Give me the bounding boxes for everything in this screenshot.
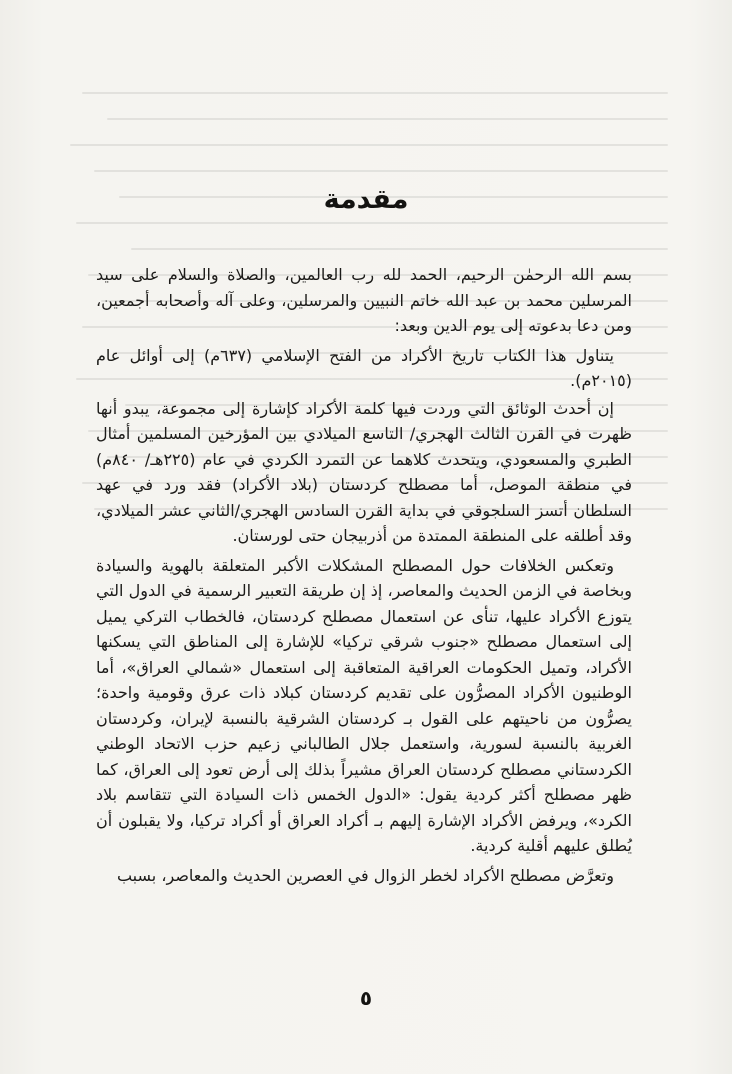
paragraph: إن أحدث الوثائق التي وردت فيها كلمة الأكراد كإشارة إلى مجموعة، يبدو أنها ظهرت في القرن الثالث الهجري/ التاسع الميلادي بين المؤرخين المسلمين أمثال الطبري والمسعودي، ويتحدث كلاهما عن التمرد الكردي في عام (٢٢٥هـ/ ٨٤٠م) في منطقة الموصل، أما مصطلح كردستان (بلاد الأكراد) فقد ورد في عهد السلطان أتسز السلجوقي في بداية القرن السادس الهجري/الثاني عشر الميلادي، وقد أطلقه على المنطقة الممتدة من أذربيجان حتى لورستان. [96,398,632,545]
page-title: مقدمة [323,184,409,215]
opening-paragraph: بسم الله الرحمٰن الرحيم، الحمد لله رب العالمين، والصلاة والسلام على سيد المرسلين محمد بن عبد الله خاتم النبيين والمرسلين، وعلى آله وأصحابه أجمعين، ومن دعا بدعوته إلى يوم الدين وبعد: [96,265,632,335]
body-text [96,262,632,892]
page-number: ٥ [359,986,373,1010]
paragraph: يتناول هذا الكتاب تاريخ الأكراد من الفتح الإسلامي (٦٣٧م) إلى أوائل عام (٢٠١٥م). [96,345,632,390]
paragraph: وتعرَّض مصطلح الأكراد لخطر الزوال في العصرين الحديث والمعاصر، بسبب [116,865,614,885]
paragraph: وتعكس الخلافات حول المصطلح المشكلات الأكبر المتعلقة بالهوية والسيادة وبخاصة في الزمن الحديث والمعاصر، إذ إن طريقة التعبير الرسمية في الدول التي يتوزع الأكراد عليها، تنأى عن استعمال مصطلح كردستان، فالخطاب التركي يميل إلى استعمال مصطلح «جنوب شرقي تركيا» للإشارة إلى المناطق التي يسكنها الأكراد، وتميل الحكومات العراقية المتعاقبة إلى استعمال «شمالي العراق»، أما الوطنيون الأكراد المصرُّون على تقديم كردستان كبلاد ذات عرق وقومية واحدة؛ يصرُّون من ناحيتهم على القول بـ كردستان الشرقية بالنسبة لإيران، وكردستان الغربية بالنسبة لسورية، واستعمل جلال الطالباني زعيم حزب الاتحاد الوطني الكردستاني مصطلح كردستان العراق مشيراً بذلك إلى أرض تعود إلى العراق، كما ظهر مصطلح أكثر كردية يقول: «الدول الخمس ذات السيادة التي تتقاسم بلاد الكرد»، ويرفض الأكراد الإشارة إليهم بـ أكراد العراق أو أكراد تركيا، ولا يقبلون أن يُطلق عليهم أقلية كردية. [96,555,632,855]
